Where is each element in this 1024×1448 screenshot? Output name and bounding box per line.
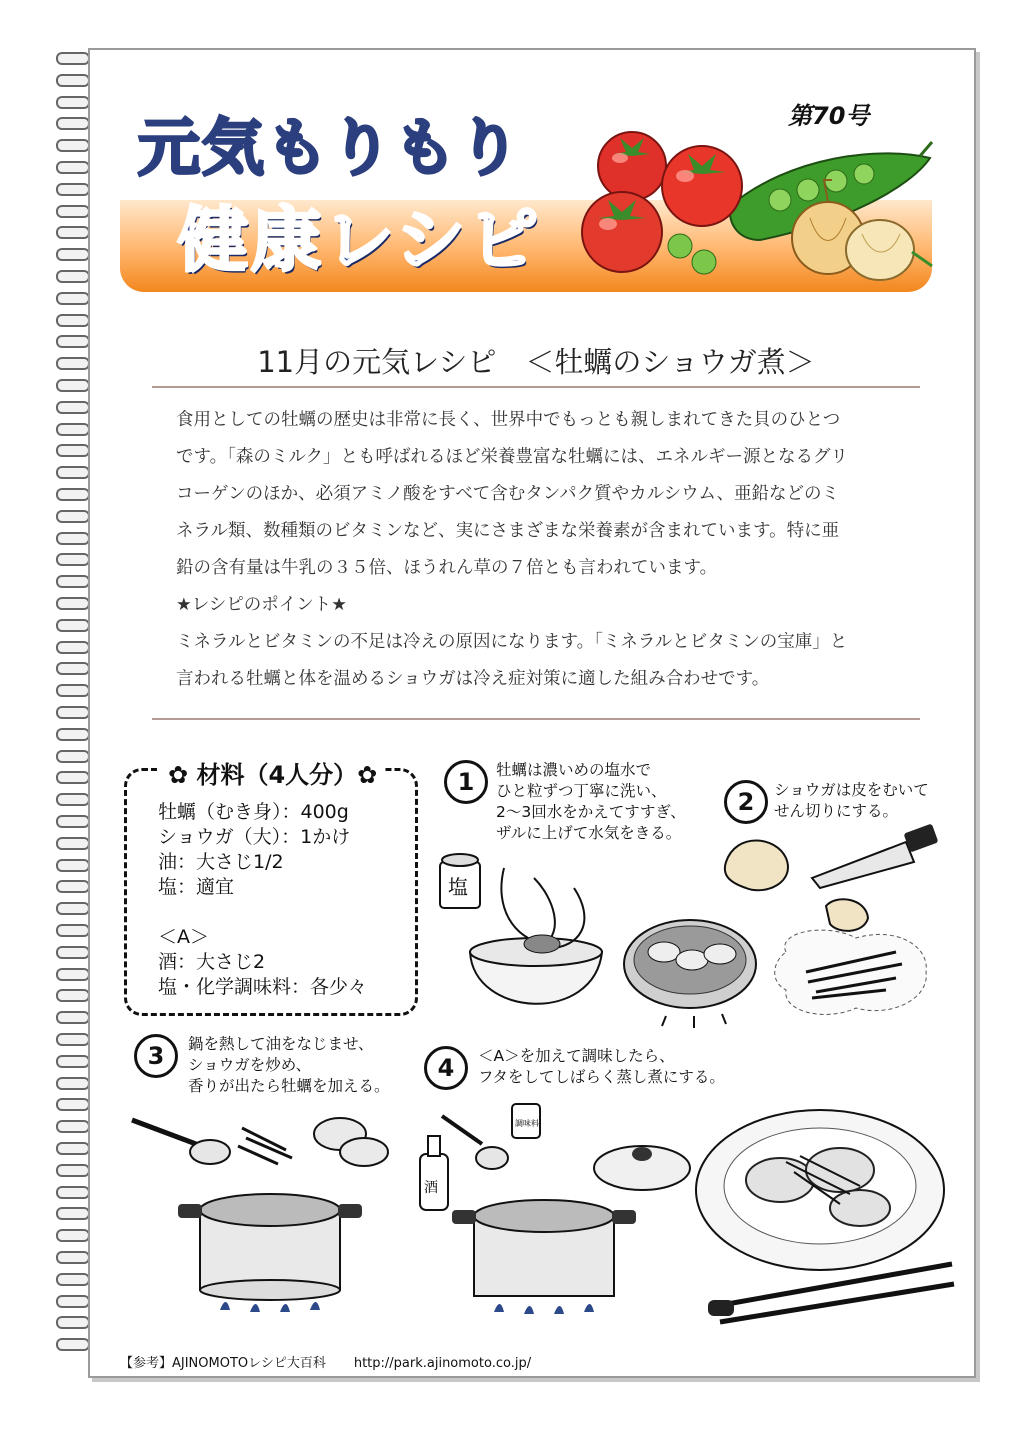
intro-line: コーゲンのほか、必須アミノ酸をすべて含むタンパク質やカルシウム、亜鉛などのミ xyxy=(176,484,839,504)
step-3-text: 鍋を熱して油をなじませ、 ショウガを炒め、 香りが出たら牡蠣を加える。 xyxy=(188,1035,390,1095)
issue-number: 第70号 xyxy=(788,102,870,130)
intro-text xyxy=(176,402,902,698)
ginger-icon xyxy=(725,841,868,931)
step-number: 3 xyxy=(134,1034,178,1078)
ingredient-item: 塩・化学調味料：各少々 xyxy=(158,976,368,998)
onion-icon xyxy=(846,220,932,280)
seasoning-jar-icon xyxy=(512,1104,540,1138)
ingredient-item xyxy=(158,900,367,925)
shredded-ginger-icon xyxy=(775,930,927,1014)
tomato-icon xyxy=(582,192,662,272)
ingredient-item: 塩：適宜 xyxy=(158,876,235,898)
vegetables-illustration xyxy=(580,128,940,288)
step-3-illustration xyxy=(126,1100,406,1320)
title-line-1: 元気もりもり xyxy=(138,111,523,184)
ingredients-list xyxy=(158,800,367,1000)
gas-flame-icon xyxy=(494,1304,594,1314)
page-subtitle: 11月の元気レシピ ＜牡蠣のショウガ煮＞ xyxy=(257,345,815,379)
sake-bottle-icon xyxy=(420,1136,448,1210)
step-number: 2 xyxy=(724,780,768,824)
intro-line: 言われる牡蠣と体を温めるショウガは冷え症対策に適した組み合わせです。 xyxy=(176,669,770,689)
title-line-2: 健康レシピ xyxy=(178,199,542,281)
pot-icon xyxy=(452,1200,636,1296)
sake-bottle-label: 酒 xyxy=(424,1180,438,1196)
divider xyxy=(152,386,920,388)
ingredient-item: 牡蠣（むき身）：400g xyxy=(158,801,349,823)
ingredient-item: 酒：大さじ2 xyxy=(158,951,266,973)
step-2-illustration xyxy=(716,822,946,1038)
spoon-icon xyxy=(442,1116,508,1169)
spoon-icon xyxy=(132,1120,230,1164)
pea-icon xyxy=(668,234,692,258)
intro-line: 鉛の含有量は牛乳の３５倍、ほうれん草の７倍とも言われています。 xyxy=(176,558,718,578)
intro-line: です。「森のミルク」とも呼ばれるほど栄養豊富な牡蠣には、エネルギー源となるグリ xyxy=(176,447,848,467)
reference xyxy=(120,1352,559,1371)
step-4-text: ＜A＞を加えて調味したら、 フタをしてしばらく蒸し煮にする。 xyxy=(478,1047,725,1086)
ginger-strips-icon xyxy=(238,1128,292,1164)
step-4-illustration xyxy=(412,1100,712,1320)
divider xyxy=(152,718,920,720)
step-1-text: 牡蠣は濃いめの塩水で ひと粒ずつ丁寧に洗い、 2〜3回水をかえてすすぎ、 ザルに上げて水気をきる。 xyxy=(496,761,686,842)
tomato-icon xyxy=(662,146,742,226)
step-number: 4 xyxy=(424,1046,468,1090)
ingredient-item: ショウガ（大）：1かけ xyxy=(158,826,351,848)
intro-line: ミネラルとビタミンの不足は冷えの原因になります。「ミネラルとビタミンの宝庫」と xyxy=(176,632,848,652)
step-number: 1 xyxy=(444,760,488,804)
oysters-icon xyxy=(314,1118,388,1166)
pot-lid-icon xyxy=(594,1146,690,1190)
knife-icon xyxy=(812,823,939,888)
finished-dish-illustration xyxy=(690,1100,960,1340)
reference-url[interactable]: http://park.ajinomoto.co.jp/ xyxy=(353,1356,532,1371)
pot-icon xyxy=(178,1194,362,1300)
salt-jar-label: 塩 xyxy=(448,875,468,899)
reference-label: 【参考】AJINOMOTOレシピ大百科 xyxy=(120,1356,326,1371)
tomato-icon xyxy=(598,132,666,200)
intro-line: ★レシピのポイント★ xyxy=(176,595,347,615)
ingredient-item: 油：大さじ1/2 xyxy=(158,851,284,873)
ingredient-item: ＜A＞ xyxy=(158,926,209,948)
intro-line: ネラル類、数種類のビタミンなど、実にさまざまな栄養素が含まれています。特に亜 xyxy=(176,521,840,541)
seasoning-jar-label: 調味料 xyxy=(515,1119,539,1128)
chopsticks-icon xyxy=(708,1264,954,1322)
intro-line: 食用としての牡蠣の歴史は非常に長く、世界中でもっとも親しまれてきた貝のひとつ xyxy=(176,410,841,430)
step-2-text: ショウガは皮をむいて せん切りにする。 xyxy=(774,781,929,820)
ingredients-title: ✿ 材料（4人分）✿ xyxy=(160,755,385,790)
salt-jar-icon xyxy=(440,854,480,908)
gas-flame-icon xyxy=(220,1302,320,1312)
pea-icon xyxy=(692,250,716,274)
